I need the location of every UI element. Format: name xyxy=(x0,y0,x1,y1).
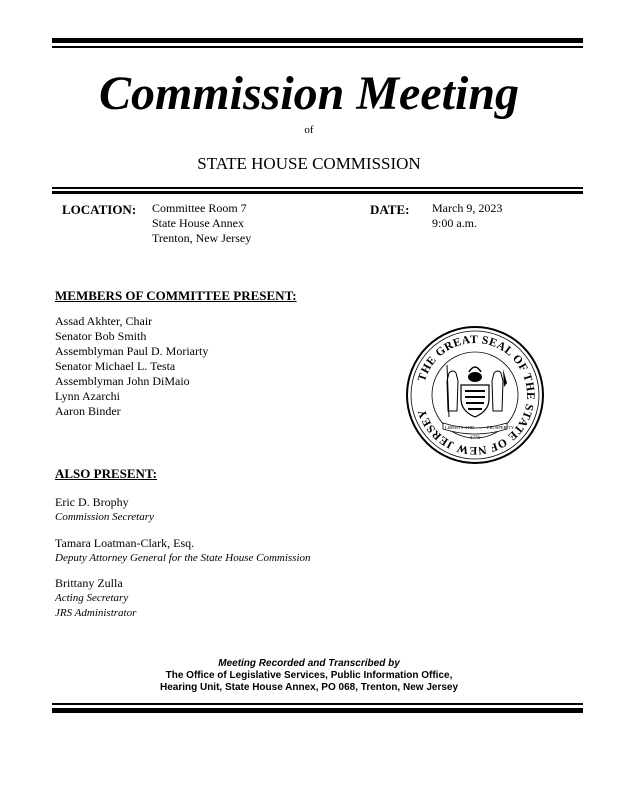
shield-icon xyxy=(461,385,489,417)
person-title: Acting Secretary xyxy=(55,592,129,604)
date-line: March 9, 2023 xyxy=(432,201,503,215)
person-name: Brittany Zulla xyxy=(55,576,123,590)
person-title: Commission Secretary xyxy=(55,511,154,523)
person-name: Eric D. Brophy xyxy=(55,495,129,509)
date-label: DATE: xyxy=(370,202,410,217)
members-list xyxy=(55,314,208,419)
members-heading: MEMBERS OF COMMITTEE PRESENT: xyxy=(55,288,297,303)
bottom-rule-thin xyxy=(52,703,583,705)
mid-rule-thin xyxy=(52,187,583,189)
also-present-heading: ALSO PRESENT: xyxy=(55,466,157,481)
commission-name: STATE HOUSE COMMISSION xyxy=(197,154,421,173)
ceres-figure-icon xyxy=(492,371,503,411)
top-rule-thick xyxy=(52,38,583,43)
seal-ribbon-right: PROSPERITY xyxy=(487,425,515,430)
footer-line: Meeting Recorded and Transcribed by xyxy=(218,658,400,669)
date-lines xyxy=(432,201,502,231)
nj-state-seal xyxy=(405,325,545,465)
transcription-credit xyxy=(0,658,618,694)
footer-line: The Office of Legislative Services, Public Information Office, xyxy=(165,670,453,681)
member-name: Assemblyman Paul D. Moriarty xyxy=(55,344,209,358)
member-name: Assad Akhter, Chair xyxy=(55,314,153,328)
also-present-person xyxy=(55,576,136,621)
member-name: Senator Michael L. Testa xyxy=(55,359,176,373)
location-line: Trenton, New Jersey xyxy=(152,231,252,245)
location-line: Committee Room 7 xyxy=(152,201,247,215)
seal-ring-text: THE GREAT SEAL OF THE STATE OF NEW JERSEY xyxy=(415,333,537,457)
footer-line: Hearing Unit, State House Annex, PO 068, Trenton, New Jersey xyxy=(159,682,459,693)
also-present-person xyxy=(55,495,154,525)
mid-rule-thick xyxy=(52,191,583,194)
bottom-rule-thick xyxy=(52,708,583,713)
also-present-person xyxy=(55,536,311,566)
of-text: of xyxy=(304,124,314,136)
page-title: Commission Meeting xyxy=(98,67,520,120)
member-name: Lynn Azarchi xyxy=(55,389,120,403)
seal-ribbon-left: LIBERTY AND xyxy=(445,425,475,430)
seal-year: 1776 xyxy=(470,436,480,441)
top-rule-thin xyxy=(52,46,583,48)
person-title: JRS Administrator xyxy=(55,607,137,619)
location-line: State House Annex xyxy=(152,216,244,230)
person-name: Tamara Loatman-Clark, Esq. xyxy=(55,536,195,550)
member-name: Assemblyman John DiMaio xyxy=(55,374,190,388)
location-lines xyxy=(152,201,251,246)
location-label: LOCATION: xyxy=(62,202,137,217)
member-name: Senator Bob Smith xyxy=(55,329,147,343)
person-title: Deputy Attorney General for the State House Commission xyxy=(55,552,311,564)
date-line: 9:00 a.m. xyxy=(432,216,477,230)
member-name: Aaron Binder xyxy=(55,404,121,418)
